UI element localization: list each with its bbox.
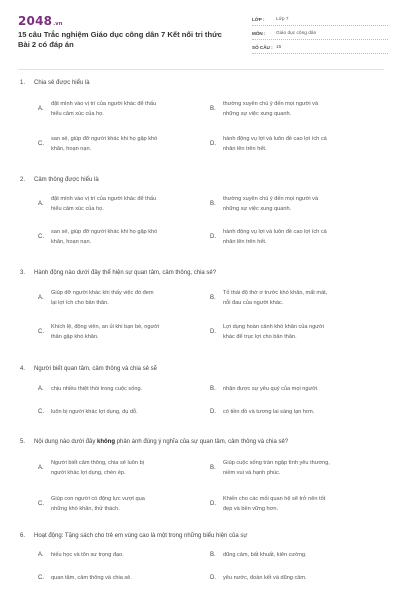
page-title: 15 câu Trắc nghiệm Giáo dục công dân 7 Kết nối tri thức Bài 2 có đáp án (18, 30, 222, 49)
option-line: khăn, hoạn nạn. (51, 145, 92, 152)
question-prompt: Chia sẻ được hiểu là (34, 80, 90, 86)
option-letter: A. (38, 465, 44, 471)
meta-row-grade (252, 14, 388, 26)
question-number: 4. (20, 366, 26, 372)
option-line: Lợi dụng hoàn cảnh khó khăn của người (223, 324, 324, 330)
question-5 (20, 437, 386, 512)
question-number: 5. (20, 439, 26, 445)
option-letter: C. (38, 234, 44, 240)
option-line: san sẻ, giúp đỡ người khác khi họ gặp khó (51, 136, 158, 142)
option-line: Giúp cuộc sống tràn ngập tình yêu thương, (223, 460, 330, 466)
option-line: nhận được sự yêu quý của mọi người. (223, 386, 319, 392)
option-line: hành động vụ lợi và luôn đề cao lợi ích cá (223, 136, 327, 142)
question-number: 6. (20, 533, 26, 539)
question-prompt: Hoạt động: Tặng sách cho trẻ em vùng cao là một trong những biểu hiện của sự (34, 533, 248, 539)
question-prompt-emphasis: không (97, 439, 115, 445)
option-letter: C. (38, 575, 44, 581)
question-text (20, 175, 386, 185)
option-line: Giúp đỡ người khác khi thấy việc đó đem (51, 290, 154, 296)
option-line: Khích lệ, động viên, an ủi khi bạn bè, người (51, 324, 160, 330)
option-line: Khiến cho các mối quan hệ sẽ trở nên tốt (223, 496, 326, 502)
option-line: yêu nước, đoàn kết và dũng cảm. (223, 575, 307, 581)
option-line: Tỏ thái độ thờ ơ trước khó khăn, mất mát, (223, 290, 328, 296)
option-line: hiếu học và tôn sư trọng đạo. (51, 552, 124, 558)
option-line: quan tâm, cảm thông và chia sẻ. (51, 575, 132, 581)
option-line: hiểu cảm xúc của họ. (51, 110, 104, 117)
option-line: hành động vụ lợi và luôn đề cao lợi ích cá (223, 229, 327, 235)
question-prompt-end: phản ánh đúng ý nghĩa của sự quan tâm, cảm thông và chia sẻ? (115, 439, 289, 445)
site-logo[interactable] (18, 14, 63, 28)
option-line: san sẻ, giúp đỡ người khác khi họ gặp khó (51, 229, 158, 235)
option-line: luôn bị người khác lợi dụng, dụ dỗ. (51, 409, 138, 415)
meta-label: LỚP : (252, 17, 265, 22)
option-line: những sự việc xung quanh. (223, 110, 292, 117)
option-letter: A. (38, 106, 44, 112)
question-prompt: Cảm thông được hiểu là (34, 177, 99, 183)
question-number: 3. (20, 270, 26, 276)
option-letter: A. (38, 386, 44, 392)
option-letter: D. (210, 501, 216, 507)
question-prompt: Người biết quan tâm, cảm thông và chia sẻ sẽ (34, 366, 158, 372)
logo-main: 2048 (18, 14, 53, 28)
option-line: Giúp con người có động lực vượt qua (51, 496, 145, 502)
option-letter: D. (210, 234, 216, 240)
option-letter: C. (38, 409, 44, 415)
question-text (20, 437, 386, 447)
meta-row-count (252, 42, 388, 54)
option-letter: C. (38, 501, 44, 507)
option-line: những sự việc xung quanh. (223, 205, 292, 212)
question-prompt-start: Nội dung nào dưới đây (34, 439, 97, 445)
option-line: đẹp và bền vững hơn. (223, 505, 278, 512)
option-letter: B. (210, 201, 216, 207)
option-line: có tiền đồ và tương lai sáng lạn hơn. (223, 409, 315, 415)
meta-value: Lớp 7 (276, 17, 289, 22)
meta-value: 15 (276, 45, 282, 50)
option-letter: D. (210, 409, 216, 415)
option-line: nhân lên trên hết. (223, 238, 267, 245)
option-line: nỗi đau của người khác. (223, 299, 284, 306)
option-line: khăn, hoạn nạn. (51, 238, 92, 245)
option-letter: D. (210, 575, 216, 581)
question-number: 1. (20, 80, 26, 86)
option-line: đặt mình vào vị trí của người khác để thấu (51, 196, 157, 202)
option-letter: A. (38, 552, 44, 558)
meta-row-subject (252, 28, 388, 40)
header-divider (18, 69, 384, 70)
question-2 (20, 175, 386, 245)
option-letter: A. (38, 295, 44, 301)
option-letter: D. (210, 329, 216, 335)
option-letter: D. (210, 141, 216, 147)
option-line: thường xuyên chú ý đến mọi người và (223, 196, 319, 202)
option-line: dũng cảm, bất khuất, kiên cường. (223, 552, 307, 558)
option-letter: C. (38, 141, 44, 147)
option-letter: B. (210, 552, 216, 558)
question-6 (20, 531, 386, 581)
question-3 (20, 268, 386, 340)
option-line: niềm vui và hạnh phúc. (223, 469, 281, 476)
meta-box (252, 14, 388, 56)
option-letter: C. (38, 329, 44, 335)
option-line: khác để trục lợi cho bản thân. (223, 333, 297, 340)
question-number: 2. (20, 177, 26, 183)
option-line: thường xuyên chú ý đến mọi người và (223, 101, 319, 107)
option-line: nhân lên trên hết. (223, 145, 267, 152)
logo-suffix: .vn (53, 21, 63, 27)
option-line: người khác lợi dụng, chèn ép. (51, 469, 126, 476)
option-line: đặt mình vào vị trí của người khác để thấu (51, 101, 157, 107)
question-text (20, 364, 386, 374)
question-4 (20, 364, 386, 415)
page-header (18, 14, 388, 64)
option-line: hiểu cảm xúc của họ. (51, 205, 104, 212)
option-line: chịu nhiều thiệt thòi trong cuộc sống. (51, 386, 143, 392)
meta-value: Giáo dục công dân (276, 31, 317, 36)
question-text (20, 531, 386, 541)
question-text (20, 268, 386, 278)
question-text (20, 78, 386, 88)
option-line: những khó khăn, thử thách. (51, 505, 120, 512)
option-letter: B. (210, 295, 216, 301)
option-letter: B. (210, 106, 216, 112)
option-line: lại lợi ích cho bản thân. (51, 299, 109, 306)
option-letter: B. (210, 386, 216, 392)
option-line: Người biết cảm thông, chia sẻ luôn bị (51, 460, 144, 466)
option-line: thân gặp khó khăn. (51, 333, 99, 340)
question-1 (20, 78, 386, 152)
question-prompt: Hành động nào dưới đây thể hiện sự quan tâm, cảm thông, chia sẻ? (34, 270, 217, 276)
meta-label: SỐ CÂU : (252, 45, 273, 50)
meta-label: MÔN : (252, 31, 266, 36)
option-letter: B. (210, 465, 216, 471)
option-letter: A. (38, 201, 44, 207)
